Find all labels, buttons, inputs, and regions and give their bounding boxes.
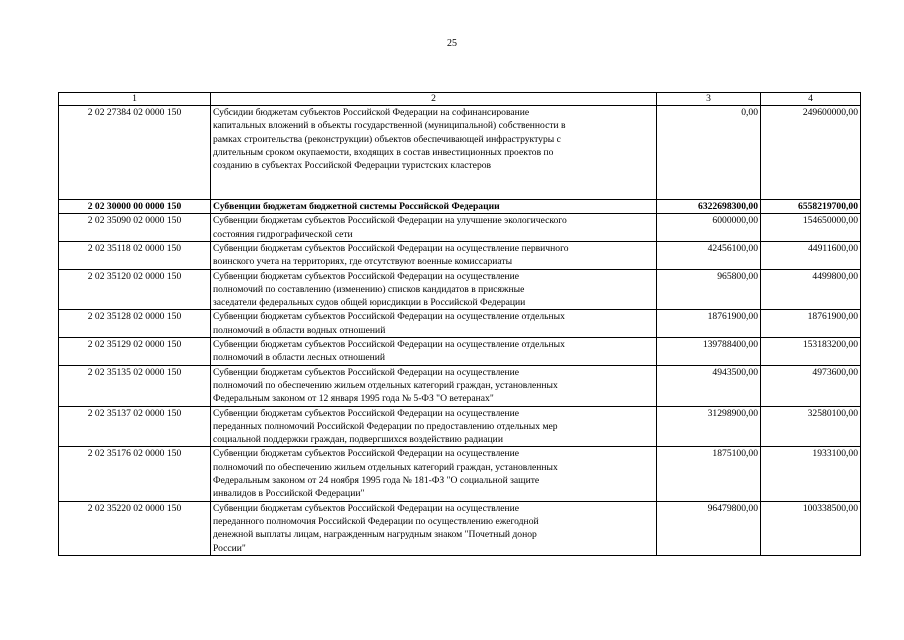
value-year-2-cell: 154650000,00 (761, 214, 861, 242)
table-row (59, 214, 861, 242)
header-cell-value-2: 4 (761, 93, 861, 106)
description-cell: Субвенции бюджетам субъектов Российской Федерации на улучшение экологического состояния гидрографической сети (211, 214, 657, 242)
table-body (59, 106, 861, 556)
page-number: 25 (447, 38, 457, 49)
budget-code-cell: 2 02 35118 02 0000 150 (59, 241, 211, 269)
budget-code-cell: 2 02 35129 02 0000 150 (59, 338, 211, 366)
value-year-1-cell: 6000000,00 (657, 214, 761, 242)
value-year-1-cell: 18761900,00 (657, 310, 761, 338)
table-row (59, 338, 861, 366)
budget-code-cell: 2 02 27384 02 0000 150 (59, 106, 211, 200)
header-row (59, 93, 861, 106)
value-year-1-cell: 96479800,00 (657, 501, 761, 555)
value-year-1-cell: 965800,00 (657, 269, 761, 310)
description-cell: Субвенции бюджетам субъектов Российской Федерации на осуществление полномочий по обеспечению жильем отдельных категорий граждан, установленных Федеральным законом от 12 января 1995 года № 5-ФЗ "О ветеранах" (211, 365, 657, 406)
header-cell-code: 1 (59, 93, 211, 106)
description-cell: Субвенции бюджетам субъектов Российской Федерации на осуществление отдельных полномочий в области лесных отношений (211, 338, 657, 366)
value-year-1-cell: 42456100,00 (657, 241, 761, 269)
value-year-2-cell: 44911600,00 (761, 241, 861, 269)
description-cell: Субвенции бюджетам субъектов Российской Федерации на осуществление полномочий по обеспечению жильем отдельных категорий граждан, установленных Федеральным законом от 24 ноября 1995 года № 181-ФЗ "О социальной защите инвалидов в Российской Федерации" (211, 447, 657, 501)
value-year-1-cell: 6322698300,00 (657, 200, 761, 214)
description-cell: Субвенции бюджетам субъектов Российской Федерации на осуществление переданных полномочий Российской Федерации по предоставлению отдельных мер социальной поддержки граждан, подвергшихся воздействию радиации (211, 406, 657, 447)
table-row (59, 501, 861, 555)
value-year-2-cell: 249600000,00 (761, 106, 861, 200)
value-year-2-cell: 18761900,00 (761, 310, 861, 338)
table-row (59, 106, 861, 200)
value-year-2-cell: 1933100,00 (761, 447, 861, 501)
budget-code-cell: 2 02 35137 02 0000 150 (59, 406, 211, 447)
description-cell: Субвенции бюджетам субъектов Российской Федерации на осуществление отдельных полномочий в области водных отношений (211, 310, 657, 338)
table-row (59, 200, 861, 214)
table-row (59, 269, 861, 310)
value-year-1-cell: 0,00 (657, 106, 761, 200)
value-year-2-cell: 32580100,00 (761, 406, 861, 447)
table-row (59, 241, 861, 269)
value-year-1-cell: 1875100,00 (657, 447, 761, 501)
value-year-2-cell: 153183200,00 (761, 338, 861, 366)
description-cell: Субсидии бюджетам субъектов Российской Федерации на софинансирование капитальных вложений в объекты государственной (муниципальной) собственности в рамках строительства (реконструкции) объектов обеспечивающей инфраструктуры с длительным сроком окупаемости, входящих в состав инвестиционных проектов по созданию в субъектах Российской Федерации туристских кластеров (211, 106, 657, 200)
budget-code-cell: 2 02 35135 02 0000 150 (59, 365, 211, 406)
header-cell-value-1: 3 (657, 93, 761, 106)
value-year-2-cell: 4499800,00 (761, 269, 861, 310)
value-year-1-cell: 139788400,00 (657, 338, 761, 366)
budget-code-cell: 2 02 35120 02 0000 150 (59, 269, 211, 310)
value-year-1-cell: 4943500,00 (657, 365, 761, 406)
description-cell: Субвенции бюджетам бюджетной системы Российской Федерации (211, 200, 657, 214)
table-row (59, 365, 861, 406)
budget-code-cell: 2 02 35176 02 0000 150 (59, 447, 211, 501)
budget-code-cell: 2 02 30000 00 0000 150 (59, 200, 211, 214)
value-year-2-cell: 100338500,00 (761, 501, 861, 555)
budget-code-cell: 2 02 35220 02 0000 150 (59, 501, 211, 555)
description-cell: Субвенции бюджетам субъектов Российской Федерации на осуществление полномочий по составлению (изменению) списков кандидатов в присяжные заседатели федеральных судов общей юрисдикции в Российской Федерации (211, 269, 657, 310)
value-year-1-cell: 31298900,00 (657, 406, 761, 447)
description-cell: Субвенции бюджетам субъектов Российской Федерации на осуществление первичного воинского учета на территориях, где отсутствуют военные комиссариаты (211, 241, 657, 269)
budget-code-cell: 2 02 35128 02 0000 150 (59, 310, 211, 338)
budget-table (58, 92, 861, 556)
table-row (59, 447, 861, 501)
budget-code-cell: 2 02 35090 02 0000 150 (59, 214, 211, 242)
table-row (59, 310, 861, 338)
value-year-2-cell: 4973600,00 (761, 365, 861, 406)
value-year-2-cell: 6558219700,00 (761, 200, 861, 214)
table-row (59, 406, 861, 447)
description-cell: Субвенции бюджетам субъектов Российской Федерации на осуществление переданного полномочия Российской Федерации по осуществлению ежегодной денежной выплаты лицам, награжденным нагрудным знаком "Почетный донор России" (211, 501, 657, 555)
header-cell-name: 2 (211, 93, 657, 106)
